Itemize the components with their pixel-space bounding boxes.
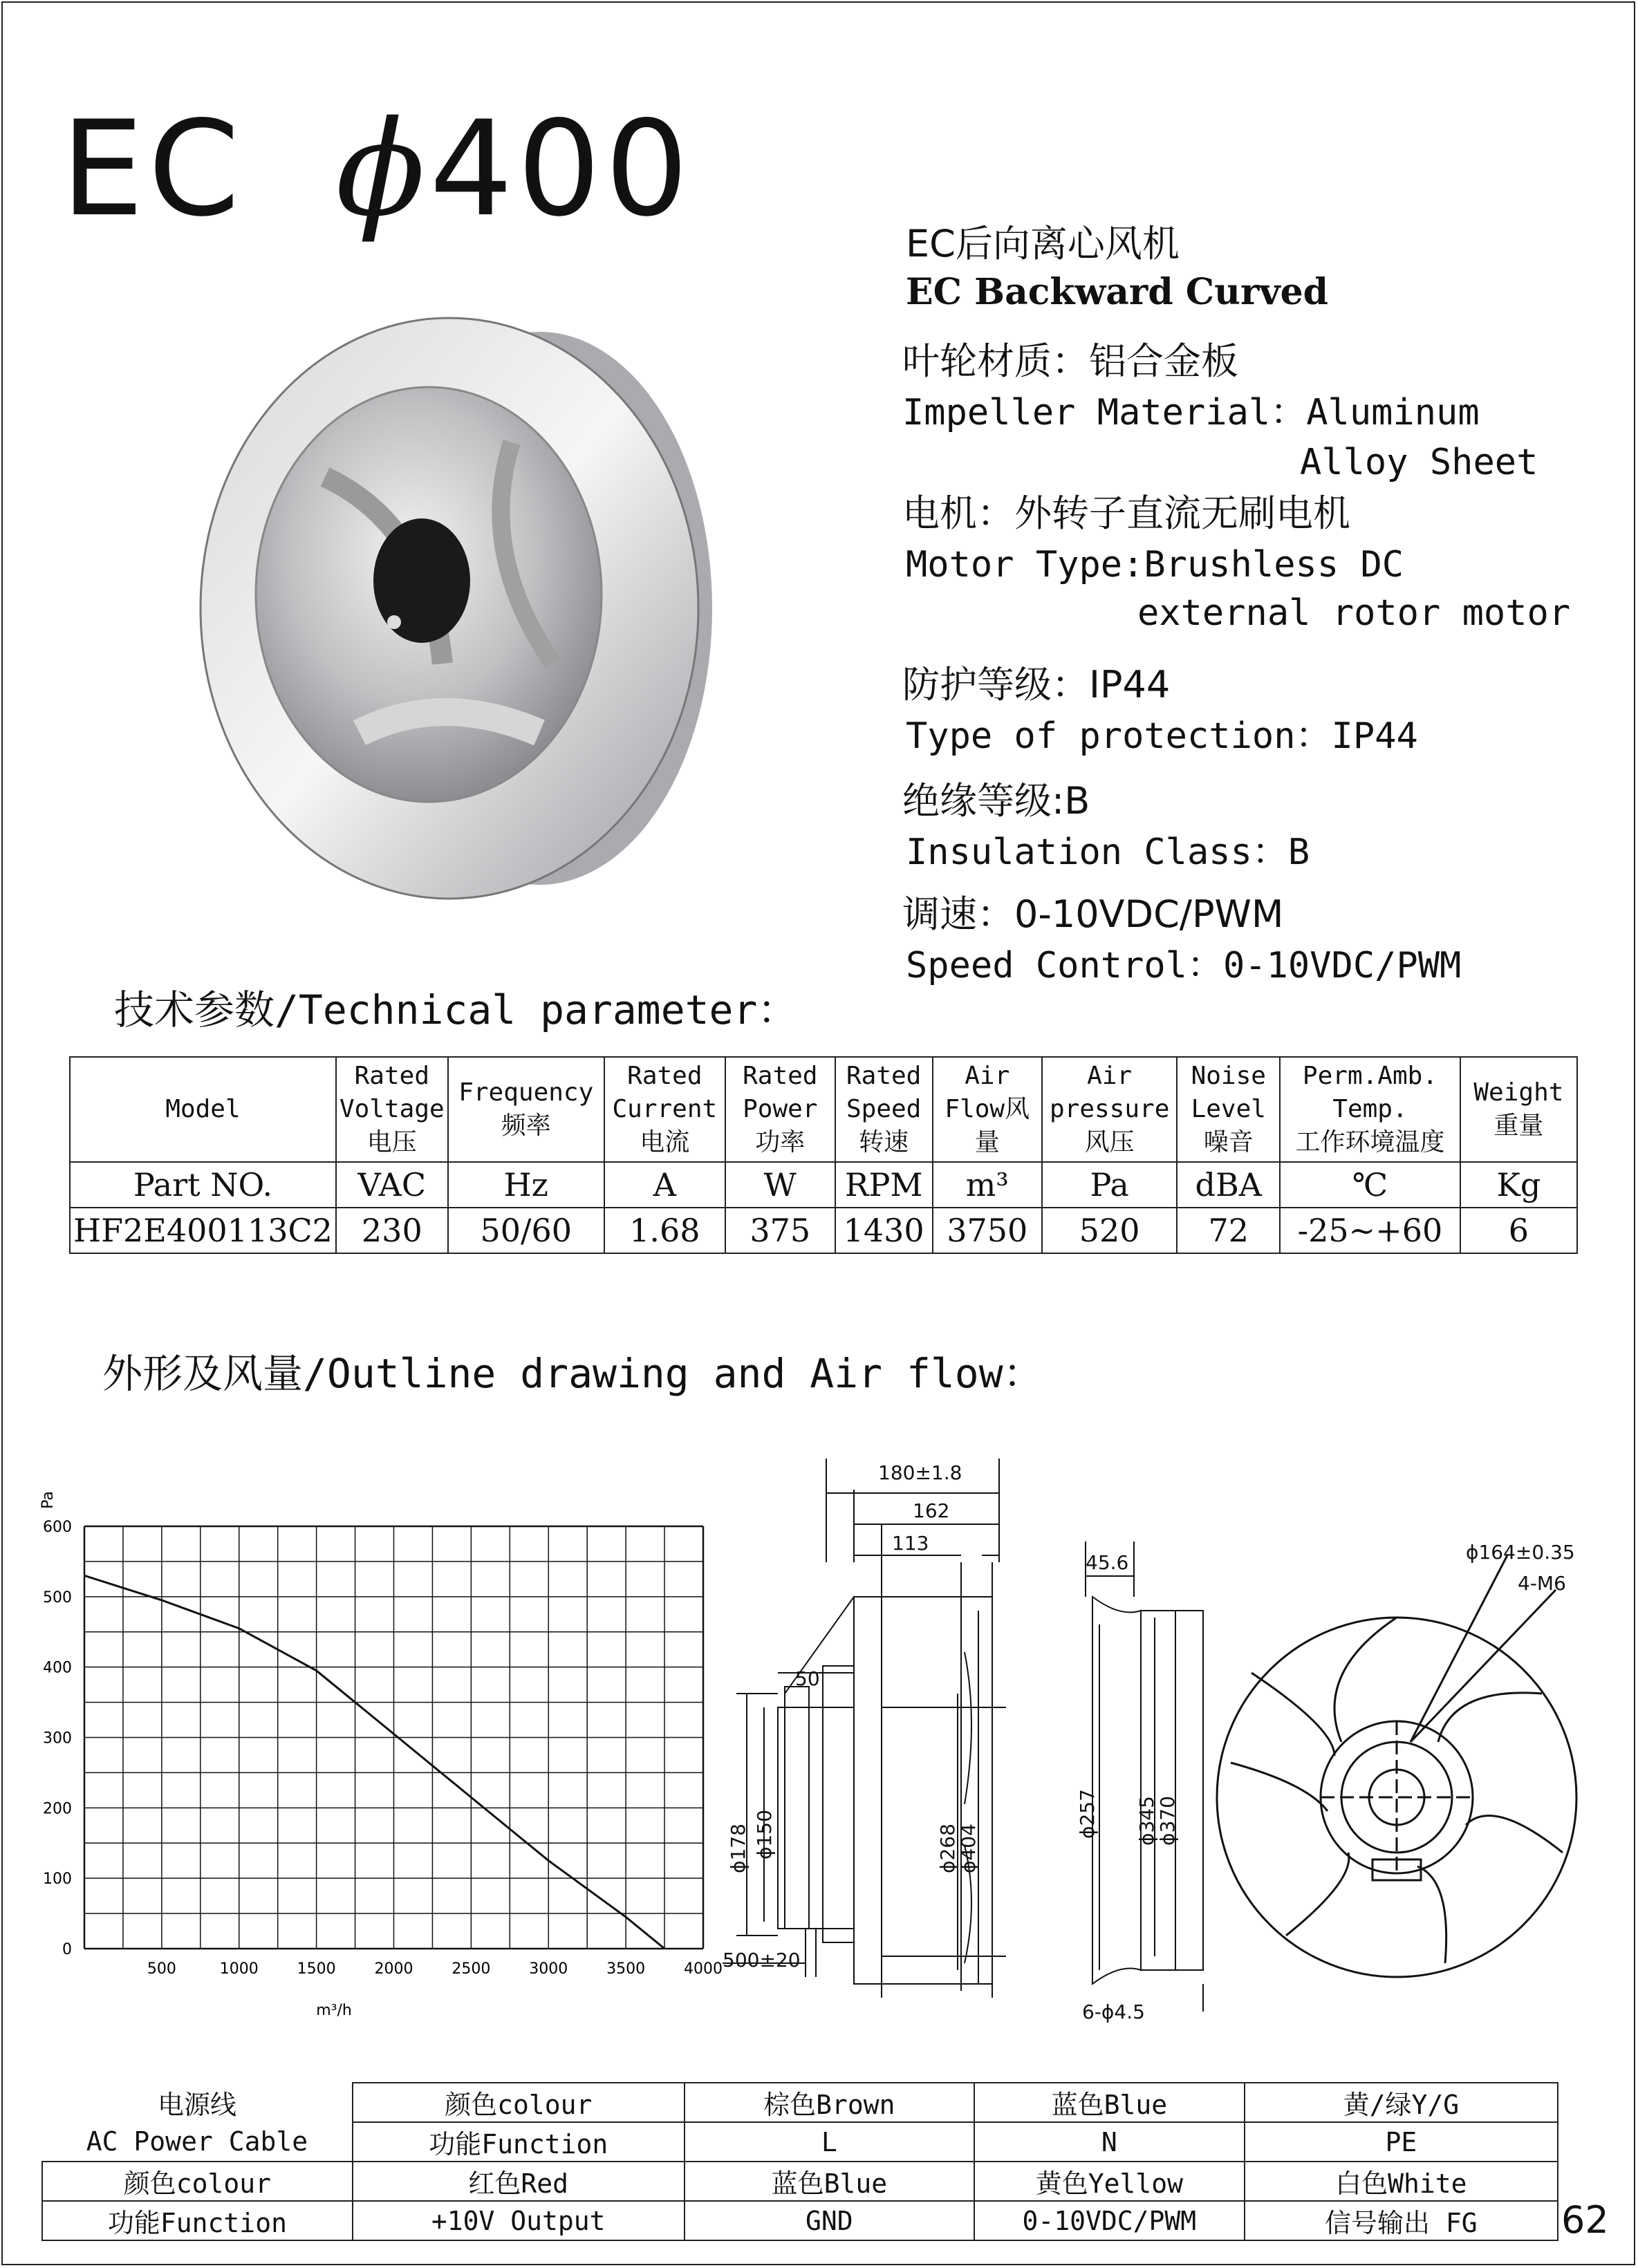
dim-50: 50 — [795, 1667, 820, 1690]
airflow-pressure-chart — [28, 1465, 723, 2032]
dim-180: 180±1.8 — [878, 1461, 962, 1484]
unit-cell: A — [604, 1162, 725, 1208]
cable-row — [42, 2201, 1558, 2240]
unit-cell: W — [725, 1162, 835, 1208]
cable-cell: 白色White — [1245, 2162, 1558, 2201]
value-cell: 6 — [1460, 1208, 1577, 1253]
header-speed: Rated Speed 转速 — [835, 1057, 933, 1162]
header-model: Model — [70, 1057, 336, 1162]
dim-45-6: 45.6 — [1086, 1551, 1129, 1574]
spec-protection-cn: 防护等级：IP44 — [902, 663, 1171, 706]
dim-178: ϕ178 — [727, 1824, 750, 1873]
x-tick-label: 3500 — [606, 1960, 646, 1978]
cable-cell: 蓝色Blue — [974, 2083, 1245, 2122]
dim-370: ϕ370 — [1156, 1796, 1179, 1846]
unit-cell: Pa — [1042, 1162, 1177, 1208]
dim-404: ϕ404 — [957, 1824, 980, 1873]
param-header-row — [70, 1057, 1577, 1162]
x-tick-label: 4000 — [684, 1960, 723, 1978]
y-axis-label: Pa — [39, 1491, 57, 1509]
x-tick-label: 3000 — [529, 1960, 568, 1978]
x-tick-label: 2000 — [374, 1960, 413, 1978]
x-tick-label: 1500 — [297, 1960, 336, 1978]
spec-protection-en: Type of protection：IP44 — [906, 715, 1418, 757]
cable-cell: 红色Red — [353, 2162, 685, 2201]
dim-113: 113 — [892, 1532, 929, 1555]
dim-4-m6: 4-M6 — [1518, 1572, 1566, 1595]
param-values-row — [70, 1208, 1577, 1253]
spec-motor-cn: 电机：外转子直流无刷电机 — [902, 491, 1350, 535]
unit-cell: m³ — [933, 1162, 1042, 1208]
cable-cell: 功能Function — [42, 2201, 353, 2240]
power-cable-table — [41, 2082, 1558, 2241]
cable-cell: N — [974, 2122, 1245, 2162]
spec-motor-en2: external rotor motor — [1137, 592, 1571, 634]
dim-345: ϕ345 — [1135, 1796, 1158, 1846]
dim-150: ϕ150 — [753, 1810, 776, 1859]
value-cell: 520 — [1042, 1208, 1177, 1253]
y-tick-label: 300 — [43, 1730, 72, 1747]
cable-cell: 颜色colour — [42, 2162, 353, 2201]
cable-cell: 棕色Brown — [685, 2083, 975, 2122]
product-title: EC ϕ400 — [61, 93, 693, 245]
y-tick-label: 500 — [43, 1588, 72, 1606]
cable-cell: PE — [1245, 2122, 1558, 2162]
section-outline-title: 外形及风量/Outline drawing and Air flow： — [102, 1350, 1043, 1397]
unit-cell: Part NO. — [70, 1162, 336, 1208]
fan-photo — [152, 304, 740, 926]
unit-cell: dBA — [1177, 1162, 1280, 1208]
header-pressure: Air pressure 风压 — [1042, 1057, 1177, 1162]
dim-257: ϕ257 — [1076, 1789, 1099, 1839]
spec-type-cn: EC后向离心风机 — [906, 222, 1180, 265]
unit-cell: RPM — [835, 1162, 933, 1208]
y-tick-label: 100 — [43, 1871, 72, 1889]
dim-162: 162 — [913, 1499, 950, 1522]
header-frequency: Frequency 频率 — [448, 1057, 604, 1162]
cable-cell: 电源线 — [42, 2083, 353, 2122]
outline-flange-view — [1076, 1541, 1217, 2025]
cable-cell: 蓝色Blue — [685, 2162, 975, 2201]
cable-cell: 黄/绿Y/G — [1245, 2083, 1558, 2122]
y-tick-label: 0 — [62, 1941, 72, 1958]
x-tick-label: 500 — [147, 1960, 176, 1978]
value-cell: 50/60 — [448, 1208, 604, 1253]
section-technical-title: 技术参数/Technical parameter： — [114, 986, 798, 1033]
dim-164: ϕ164±0.35 — [1466, 1541, 1575, 1564]
y-tick-label: 400 — [43, 1659, 72, 1677]
spec-insulation-cn: 绝缘等级:B — [902, 779, 1090, 823]
value-cell: HF2E400113C2 — [70, 1208, 336, 1253]
spec-motor-en: Motor Type:Brushless DC — [906, 544, 1404, 585]
header-airflow: Air Flow风 量 — [933, 1057, 1042, 1162]
dim-500: 500±20 — [723, 1949, 801, 1971]
header-weight: Weight 重量 — [1460, 1057, 1577, 1162]
spec-insulation-en: Insulation Class：B — [906, 832, 1310, 873]
outline-front-view — [1203, 1535, 1590, 2039]
value-cell: 1.68 — [604, 1208, 725, 1253]
cable-row — [42, 2083, 1558, 2122]
value-cell: 375 — [725, 1208, 835, 1253]
x-axis-label: m³/h — [316, 2002, 352, 2019]
cable-row — [42, 2162, 1558, 2201]
header-current: Rated Current 电流 — [604, 1057, 725, 1162]
header-noise: Noise Level 噪音 — [1177, 1057, 1280, 1162]
x-tick-label: 1000 — [219, 1960, 259, 1978]
spec-speed-cn: 调速：0-10VDC/PWM — [902, 892, 1284, 936]
cable-cell: AC Power Cable — [42, 2122, 353, 2162]
header-temp: Perm.Amb. Temp. 工作环境温度 — [1280, 1057, 1460, 1162]
unit-cell: VAC — [336, 1162, 448, 1208]
cable-cell: 颜色colour — [353, 2083, 685, 2122]
cable-row — [42, 2122, 1558, 2162]
cable-cell: L — [685, 2122, 975, 2162]
technical-parameter-table — [69, 1056, 1578, 1254]
value-cell: 3750 — [933, 1208, 1042, 1253]
y-tick-label: 200 — [43, 1800, 72, 1818]
cable-cell: 黄色Yellow — [974, 2162, 1245, 2201]
y-tick-label: 600 — [43, 1519, 72, 1536]
unit-cell: Hz — [448, 1162, 604, 1208]
spec-speed-en: Speed Control：0-10VDC/PWM — [906, 945, 1462, 986]
param-units-row — [70, 1162, 1577, 1208]
value-cell: 1430 — [835, 1208, 933, 1253]
unit-cell: Kg — [1460, 1162, 1577, 1208]
header-voltage: Rated Voltage 电压 — [336, 1057, 448, 1162]
value-cell: 72 — [1177, 1208, 1280, 1253]
x-tick-label: 2500 — [452, 1960, 491, 1978]
unit-cell: ℃ — [1280, 1162, 1460, 1208]
page-number: 62 — [1561, 2198, 1609, 2242]
dim-268: ϕ268 — [936, 1824, 959, 1873]
cable-cell: GND — [685, 2201, 975, 2240]
dim-6-holes: 6-ϕ4.5 — [1082, 2000, 1145, 2023]
cable-cell: 0-10VDC/PWM — [974, 2201, 1245, 2240]
cable-cell: 功能Function — [353, 2122, 685, 2162]
spec-impeller-en: Impeller Material：Aluminum — [902, 392, 1480, 433]
value-cell: -25~+60 — [1280, 1208, 1460, 1253]
cable-cell: +10V Output — [353, 2201, 685, 2240]
header-power: Rated Power 功率 — [725, 1057, 835, 1162]
spec-impeller-en2: Alloy Sheet — [1300, 442, 1538, 483]
spec-type-en: EC Backward Curved — [906, 271, 1329, 313]
value-cell: 230 — [336, 1208, 448, 1253]
cable-cell: 信号输出 FG — [1245, 2201, 1558, 2240]
spec-impeller-cn: 叶轮材质：铝合金板 — [902, 339, 1238, 383]
